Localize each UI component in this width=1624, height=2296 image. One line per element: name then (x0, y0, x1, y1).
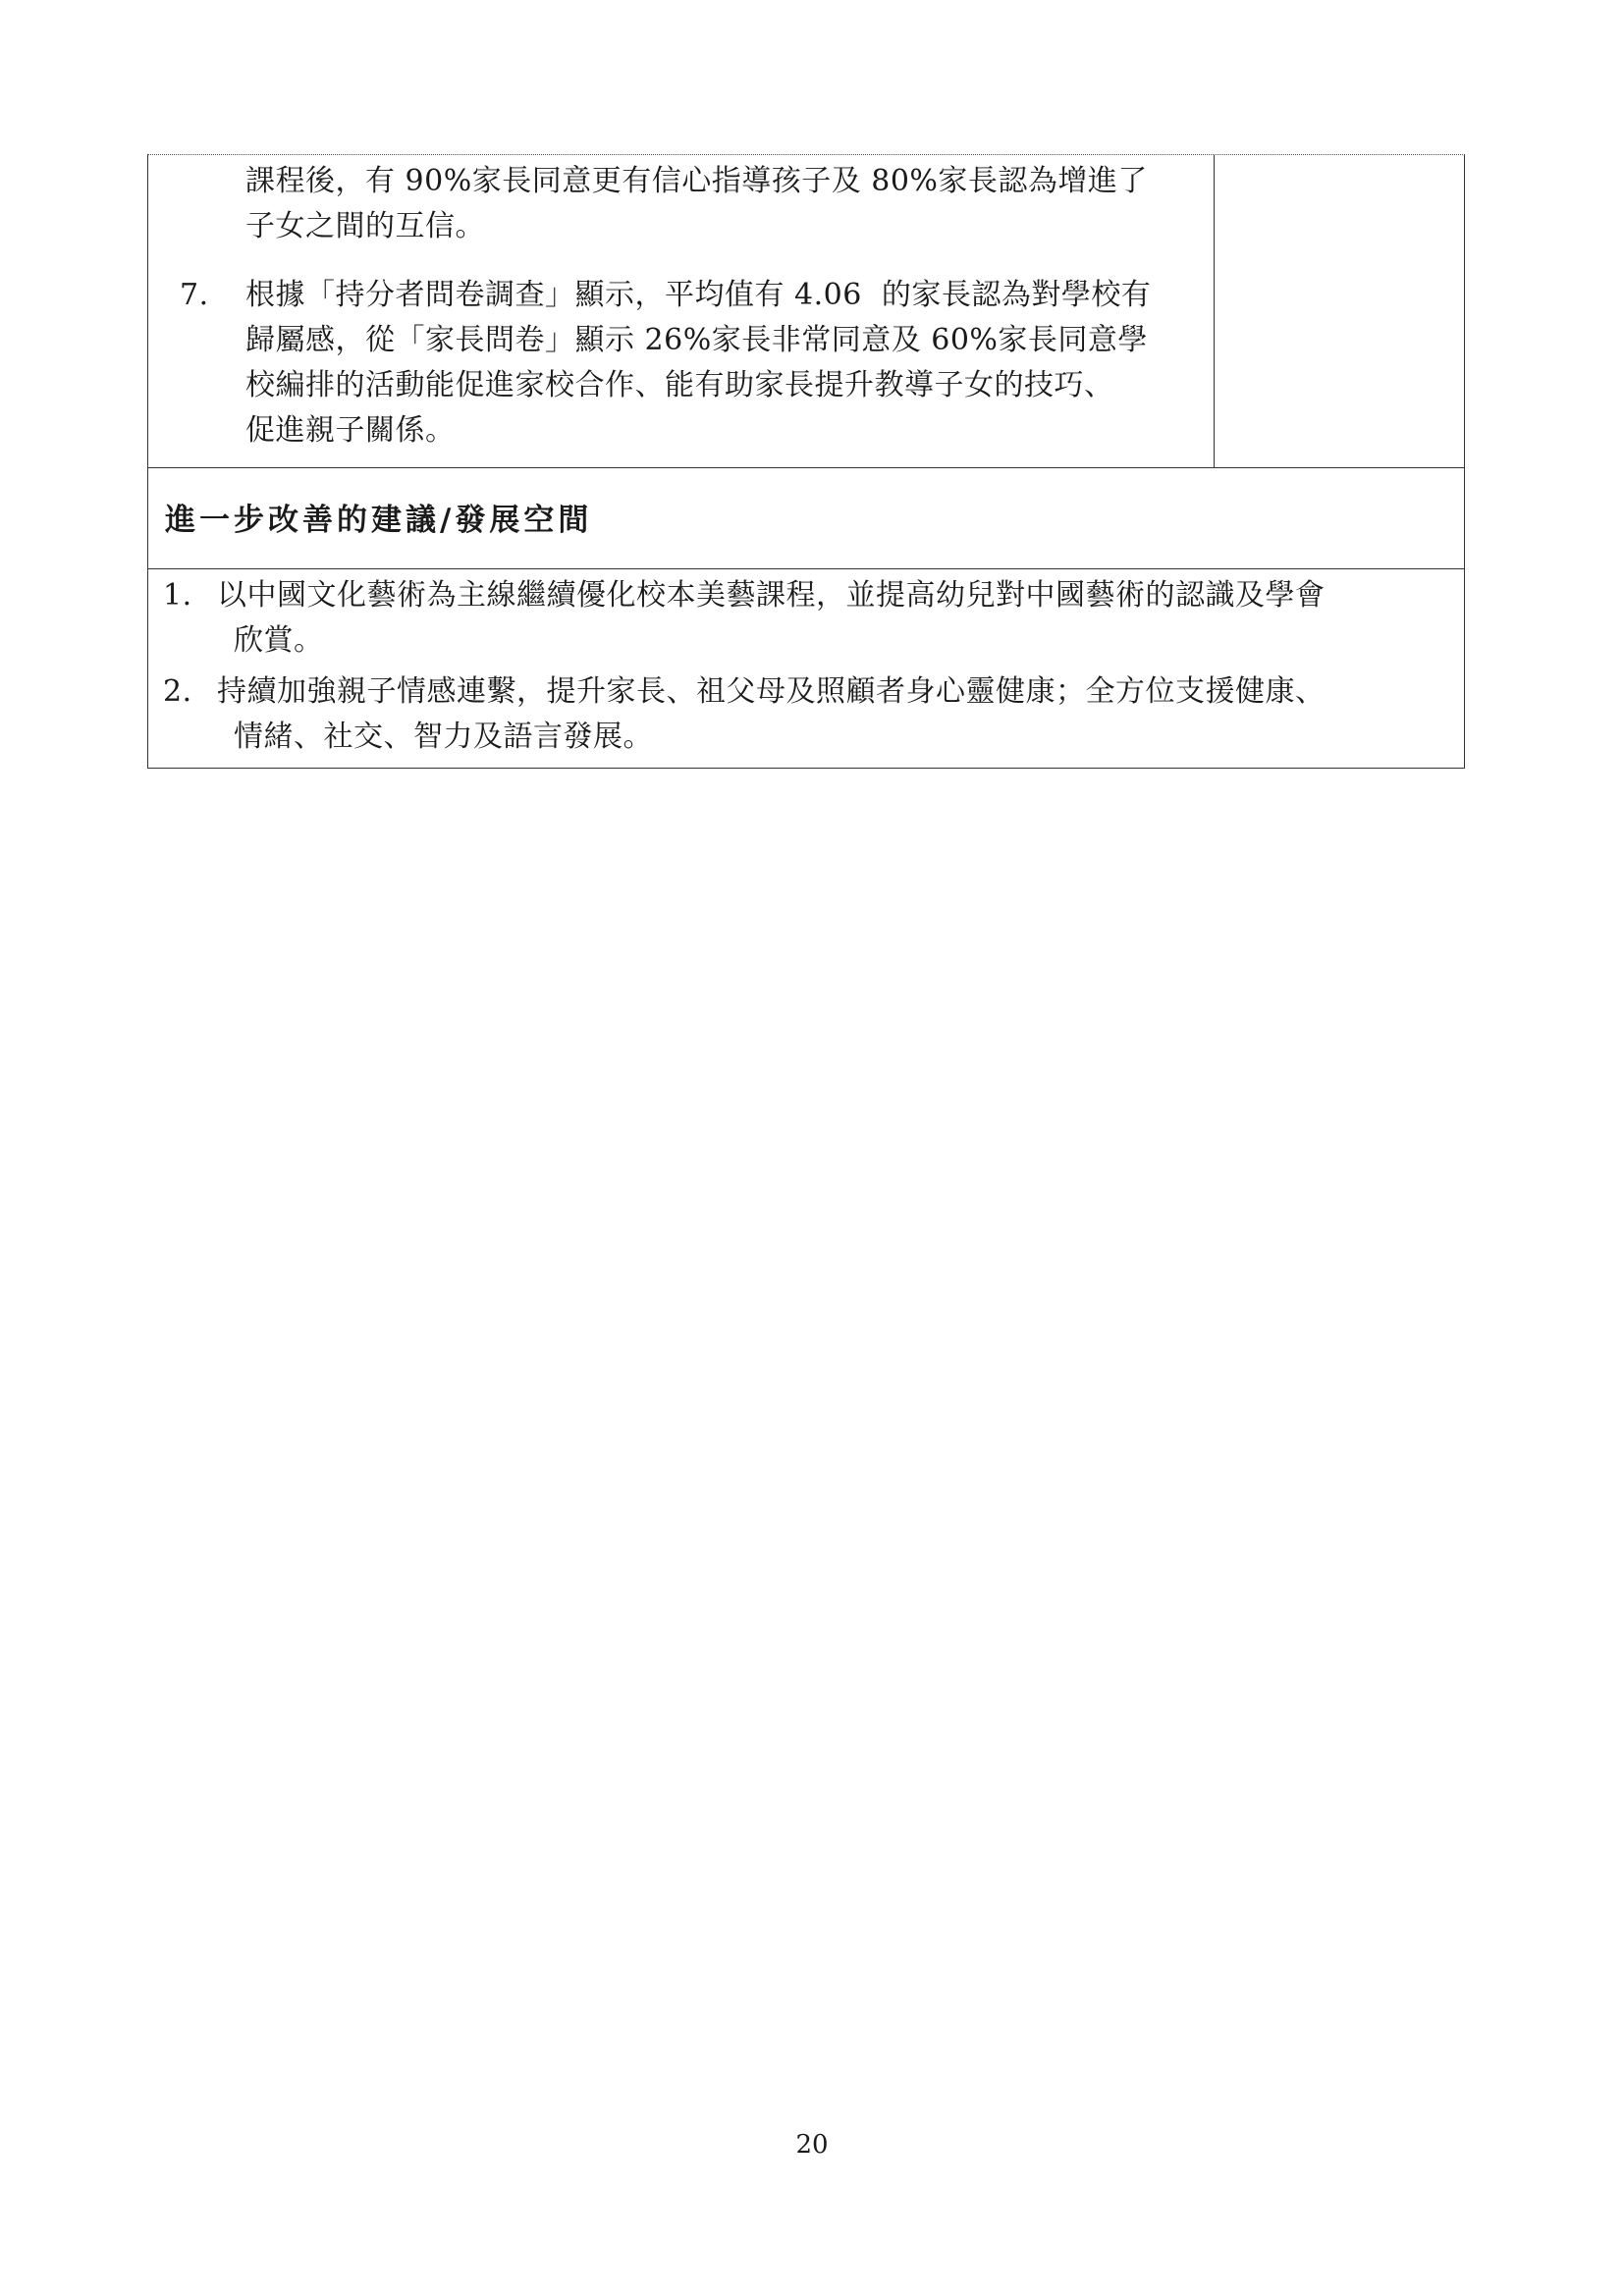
item7-line-2: 歸屬感，從「家長問卷」顯示 26%家長非常同意及 60%家長同意學 (245, 323, 1148, 357)
suggestion-line-2: 欣賞。 (234, 623, 324, 658)
item7-line-4: 促進親子關係。 (245, 413, 456, 448)
continued-line-2: 子女之間的互信。 (245, 209, 485, 243)
continued-line-1: 課程後，有 90%家長同意更有信心指導孩子及 80%家長認為增進了 (245, 164, 1148, 198)
section-heading: 進一步改善的建議/發展空間 (165, 503, 593, 538)
suggestions-table (147, 568, 1465, 769)
evaluation-cell (148, 155, 1214, 467)
suggestion-number: 2. (163, 674, 192, 709)
item7-line-3: 校編排的活動能促進家校合作、能有助家長提升教導子女的技巧、 (245, 368, 1114, 402)
evaluation-table-continued (147, 154, 1465, 468)
item7-line-1: 根據「持分者問卷調查」顯示，平均值有 4.06 的家長認為對學校有 (245, 278, 1152, 312)
improvement-heading-row (147, 467, 1465, 569)
column-divider (1214, 155, 1215, 467)
continued-paragraph (245, 159, 1148, 249)
suggestion-line-2: 情緒、社交、智力及語言發展。 (234, 720, 653, 754)
suggestion-number: 1. (163, 578, 192, 613)
page-number: 20 (795, 2130, 829, 2160)
suggestion-line-1: 持續加強親子情感連繫，提升家長、祖父母及照顧者身心靈健康；全方位支援健康、 (217, 674, 1326, 709)
list-item-number: 7. (180, 278, 209, 312)
suggestion-line-1: 以中國文化藝術為主線繼續優化校本美藝課程，並提高幼兒對中國藝術的認識及學會 (217, 578, 1326, 613)
